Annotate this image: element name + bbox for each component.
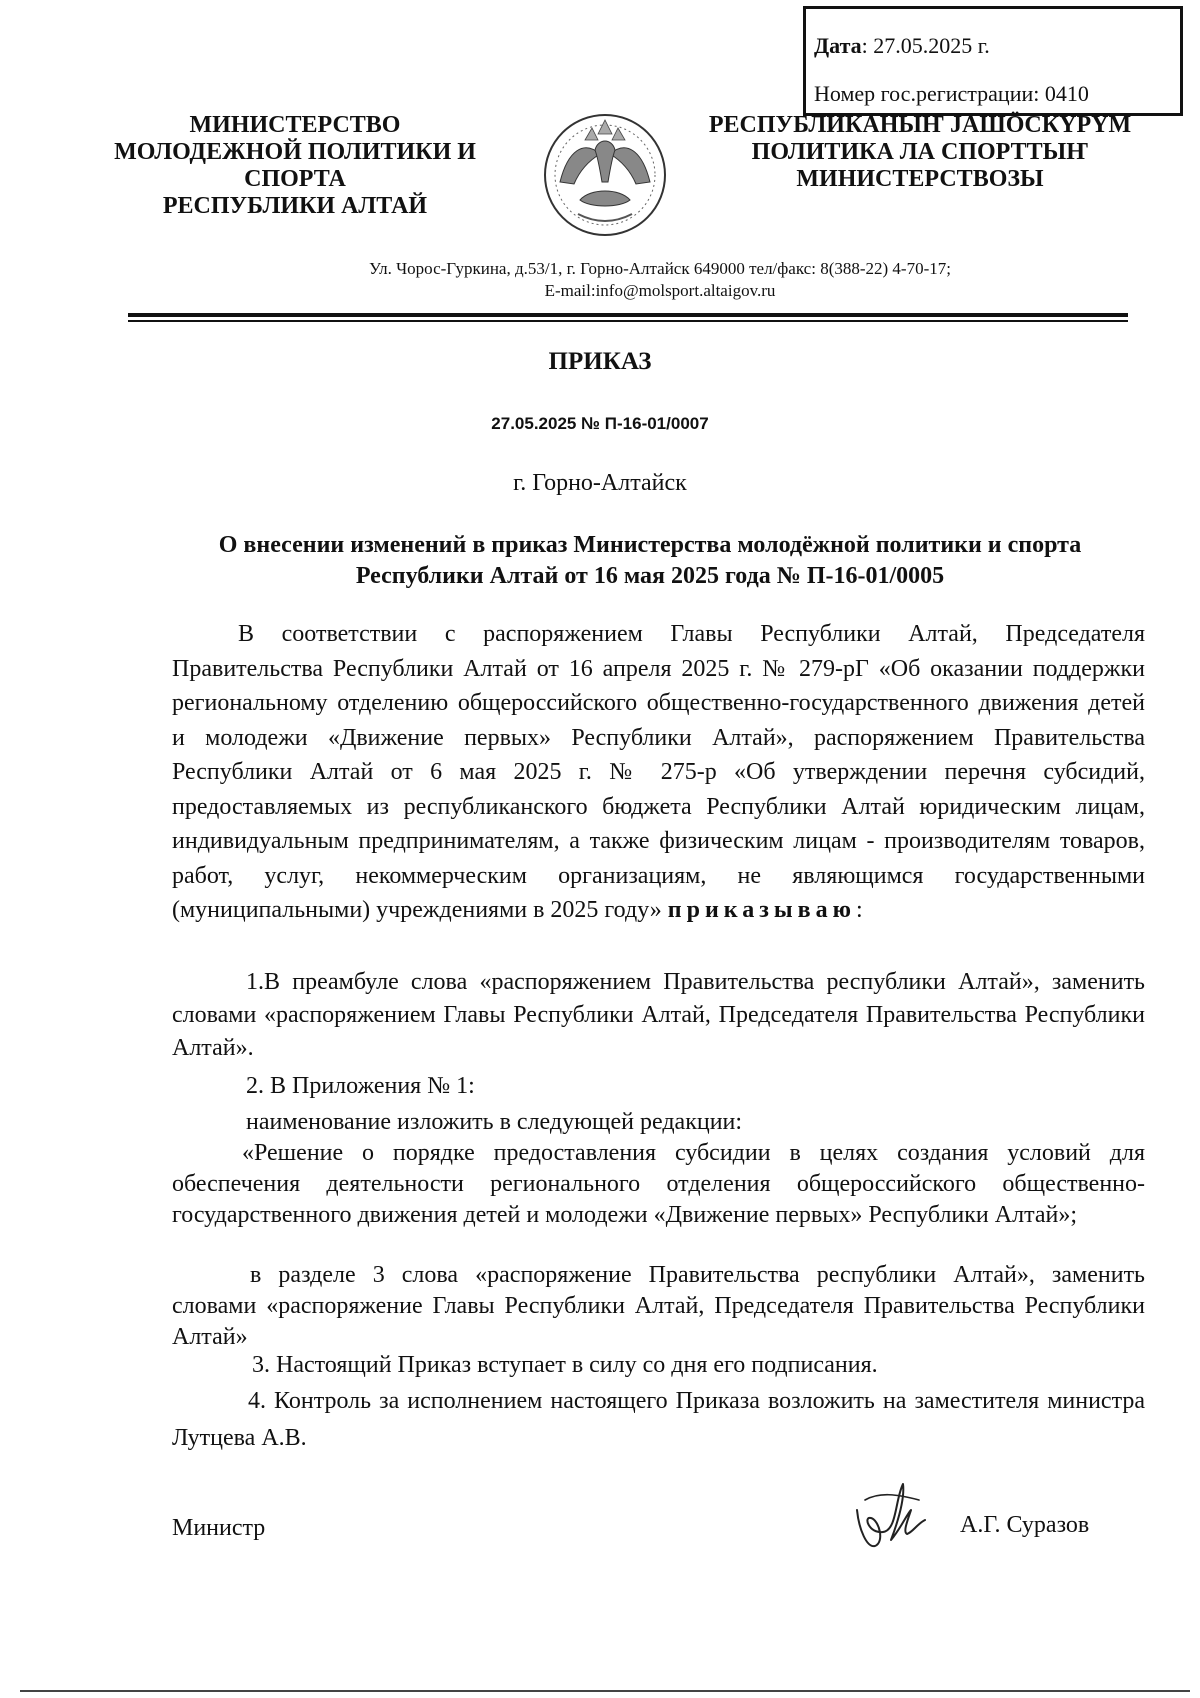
stamp-reg-label: Номер гос.регистрации — [814, 81, 1034, 106]
header-left-line: СПОРТА — [244, 166, 346, 192]
ministry-name-altai — [700, 112, 1140, 193]
header-right-line: РЕСПУБЛИКАНЫҤ ЈАШӦСКҮРҮМ — [708, 112, 1132, 138]
signature-icon — [845, 1470, 935, 1560]
stamp-date-value: : 27.05.2025 г. — [861, 33, 990, 58]
document-city: г. Горно-Алтайск — [513, 470, 687, 496]
item-2-section-paragraph: в разделе 3 слова «распоряжение Правительства республики Алтай», заменить словами «распоряжение Главы Республики Алтай, Председателя Правительства Республики Алтай» — [172, 1262, 1145, 1350]
stamp-registration — [814, 81, 1089, 107]
coat-of-arms-icon — [540, 110, 670, 240]
signatory-name: А.Г. Суразов — [960, 1512, 1090, 1538]
order-colon: : — [855, 897, 863, 923]
item-3-paragraph: 3. Настоящий Приказ вступает в силу со дня его подписания. — [252, 1352, 878, 1378]
registration-stamp — [803, 6, 1183, 116]
document-title: ПРИКАЗ — [548, 348, 652, 375]
item-1-paragraph: 1.В преамбуле слова «распоряжением Правительства республики Алтай», заменить словами «распоряжением Главы Республики Алтай, Председателя Правительства Республики Алтай». — [172, 969, 1145, 1061]
document-number: 27.05.2025 № П-16-01/0007 — [491, 414, 709, 433]
header-left-line: МОЛОДЕЖНОЙ ПОЛИТИКИ И — [114, 139, 476, 165]
item-4-paragraph: 4. Контроль за исполнением настоящего Приказа возложить на заместителя министра Лутцева А.В. — [172, 1388, 1145, 1451]
header-divider-thin — [128, 320, 1128, 322]
ministry-address — [240, 258, 1080, 302]
header-left-line: РЕСПУБЛИКИ АЛТАЙ — [162, 193, 428, 219]
header-divider-thick — [128, 313, 1128, 317]
header-right-line: МИНИСТЕРСТВОЗЫ — [796, 166, 1044, 192]
item-2-quote-paragraph: «Решение о порядке предоставления субсидии в целях создания условий для обеспечения деятельности регионального отделения общероссийского общественно-государственного движения детей и молодежи «Движение первых» Республики Алтай»; — [172, 1140, 1145, 1228]
email-line: E-mail:info@molsport.altaigov.ru — [544, 281, 776, 300]
item-2-name-line: наименование изложить в следующей редакции: — [246, 1109, 743, 1135]
item-2-heading: 2. В Приложения № 1: — [246, 1073, 475, 1099]
page-bottom-edge — [20, 1690, 1190, 1692]
header-right-line: ПОЛИТИКА ЛА СПОРТТЫҤ — [751, 139, 1089, 165]
address-line: Ул. Чорос-Гуркина, д.53/1, г. Горно-Алтайск 649000 тел/факс: 8(388-22) 4-70-17; — [369, 259, 951, 278]
subject-line: Республики Алтай от 16 мая 2025 года № П-16-01/0005 — [355, 563, 945, 589]
ministry-name-russian — [95, 112, 495, 220]
order-word: приказываю — [667, 897, 856, 923]
stamp-reg-value: : 0410 — [1033, 81, 1089, 106]
subject-line: О внесении изменений в приказ Министерства молодёжной политики и спорта — [218, 532, 1082, 558]
stamp-date-label: Дата — [814, 33, 862, 58]
header-left-line: МИНИСТЕРСТВО — [189, 112, 401, 138]
preamble-text: В соответствии с распоряжением Главы Республики Алтай, Председателя Правительства Республики Алтай от 16 апреля 2025 г. № 279-рГ «Об оказании поддержки региональному отделению общероссийского общественно-государственного движения детей и молодежи «Движение первых» Республики Алтай», распоряжением Правительства Республики Алтай от 6 мая 2025 г. № 275-р «Об утверждении перечня субсидий, предоставляемых из республиканского бюджета Республики Алтай юридическим лицам, индивидуальным предпринимателям, а также физическим лицам - производителям товаров, работ, услуг, некоммерческим организациям, не являющимся государственными (муниципальными) учреждениями в 2025 году» — [172, 621, 1145, 923]
signatory-position: Министр — [172, 1515, 266, 1541]
preamble-paragraph — [172, 617, 1145, 928]
document-subject — [160, 530, 1140, 592]
stamp-date — [814, 33, 990, 59]
